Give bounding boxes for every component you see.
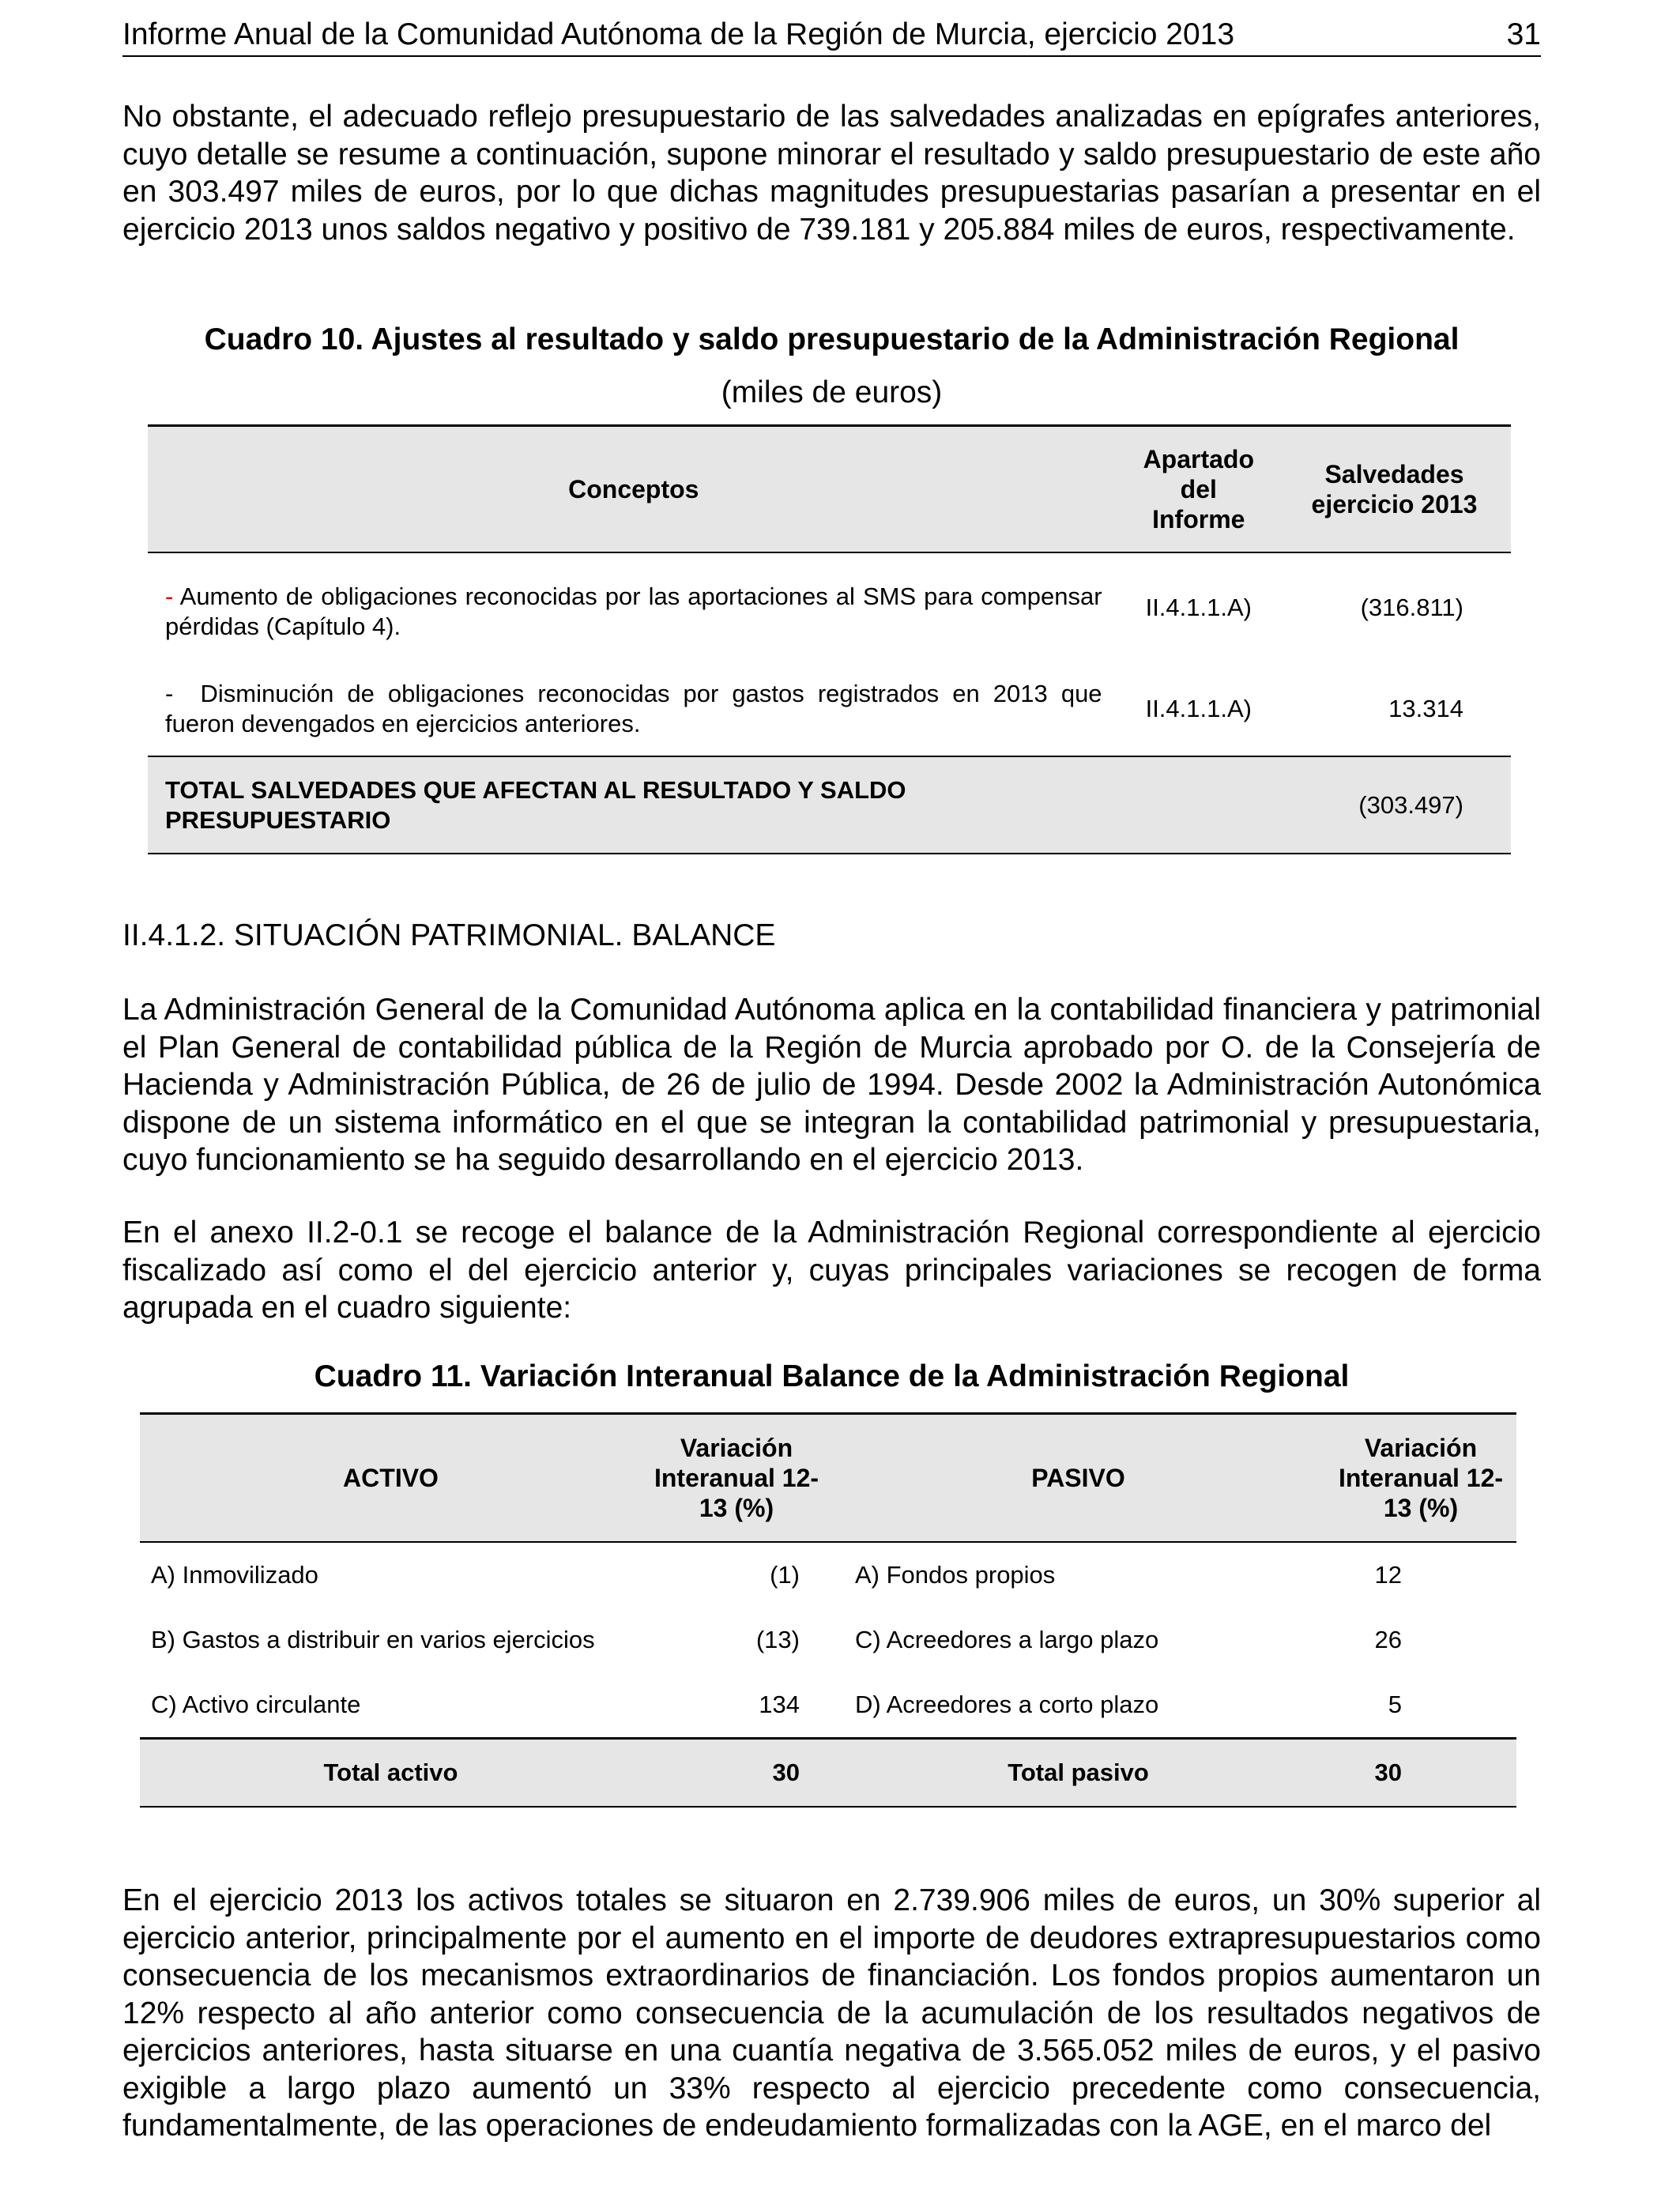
- table10-row2-concept: [148, 662, 1120, 756]
- table11-row3-var-pasivo: 5: [1388, 1691, 1402, 1718]
- table11-row2-activo: B) Gastos a distribuir en varios ejercicios: [151, 1626, 595, 1653]
- table11-row1-pasivo: A) Fondos propios: [855, 1561, 1056, 1589]
- table11-total-pasivo: Total pasivo: [831, 1739, 1325, 1808]
- table11-row1-var-pasivo: 12: [1374, 1561, 1402, 1589]
- table11-row3-activo: C) Activo circulante: [151, 1691, 361, 1718]
- table10-header-amount: Salvedades ejercicio 2013: [1278, 426, 1511, 553]
- table11-row1-activo: A) Inmovilizado: [151, 1561, 318, 1589]
- table10-unit: (miles de euros): [721, 375, 943, 409]
- table10-row2-amount: 13.314: [1388, 695, 1463, 722]
- table11-total-activo: Total activo: [140, 1739, 642, 1808]
- table10-header-row: [148, 426, 1511, 553]
- table11-row3-pasivo: D) Acreedores a corto plazo: [855, 1691, 1159, 1718]
- table-row: [140, 1542, 1516, 1608]
- table10-header-concepts: Conceptos: [148, 426, 1120, 553]
- table11-header-pasivo: PASIVO: [831, 1414, 1325, 1543]
- table10-row1-amount: (316.811): [1360, 594, 1463, 621]
- table10-row2-text: Disminución de obligaciones reconocidas por gastos registrados en 2013 que fueron devengados en ejercicios anteriores.: [165, 680, 1102, 737]
- table10-total-label: TOTAL SALVEDADES QUE AFECTAN AL RESULTADO Y SALDO PRESUPUESTARIO: [148, 756, 1120, 854]
- table10-row2-dash: -: [165, 680, 174, 707]
- table11-row3-var-activo: 134: [759, 1691, 800, 1718]
- table10-header-section: Apartado del Informe: [1120, 426, 1278, 553]
- table10-caption: Cuadro 10. Ajustes al resultado y saldo presupuestario de la Administración Regional: [204, 322, 1460, 356]
- paragraph-4: En el ejercicio 2013 los activos totales se situaron en 2.739.906 miles de euros, un 30% superior al ejercicio anterior, principalmente por el aumento en el importe de deudores extrapresupuestarios como consecuencia de los mecanismos extraordinarios de financiación. Los fondos propios aumentaron un 12% respecto al año anterior como consecuencia de la acumulación de los resultados negativos de ejercicios anteriores, hasta situarse en una cuantía negativa de 3.565.052 miles de euros, y el pasivo exigible a largo plazo aumentó un 33% respecto al ejercicio precedente como consecuencia, fundamentalmente, de las operaciones de endeudamiento formalizadas con la AGE, en el marco del: [122, 1883, 1541, 2143]
- table11-row2-var-pasivo: 26: [1374, 1626, 1402, 1653]
- table10-row1-section: II.4.1.1.A): [1145, 594, 1252, 621]
- table11-row1-var-activo: (1): [770, 1561, 800, 1589]
- section-heading: II.4.1.2. SITUACIÓN PATRIMONIAL. BALANCE: [122, 918, 776, 952]
- table-row: [140, 1608, 1516, 1672]
- table-row: [148, 552, 1511, 662]
- table11-header-var-activo: Variación Interanual 12-13 (%): [642, 1414, 831, 1543]
- table10-total-amount: (303.497): [1278, 756, 1511, 854]
- table10-row1-dash: -: [165, 582, 174, 610]
- table10-row1-text: Aumento de obligaciones reconocidas por las aportaciones al SMS para compensar pérdidas (Capítulo 4).: [165, 582, 1102, 640]
- table11-total-row: [140, 1739, 1516, 1808]
- table10: [148, 424, 1511, 854]
- table11-caption: Cuadro 11. Variación Interanual Balance de la Administración Regional: [314, 1359, 1350, 1393]
- table11: [140, 1412, 1516, 1808]
- table10-total-section: [1120, 756, 1278, 854]
- header-title: Informe Anual de la Comunidad Autónoma de la Región de Murcia, ejercicio 2013: [122, 17, 1235, 51]
- table11-row2-pasivo: C) Acreedores a largo plazo: [855, 1626, 1159, 1653]
- table10-row2-section: II.4.1.1.A): [1145, 695, 1252, 722]
- table10-total-row: [148, 756, 1511, 854]
- table-row: [140, 1672, 1516, 1739]
- paragraph-3: En el anexo II.2-0.1 se recoge el balance de la Administración Regional correspondiente al ejercicio fiscalizado así como el del ejercicio anterior y, cuyas principales variaciones se recogen de forma agrupada en el cuadro siguiente:: [122, 1216, 1541, 1325]
- table11-total-var-pasivo: 30: [1325, 1739, 1516, 1808]
- table11-row2-var-activo: (13): [755, 1626, 800, 1653]
- table-row: [148, 662, 1511, 756]
- table11-header-activo: ACTIVO: [140, 1414, 642, 1543]
- table10-row1-concept: [148, 552, 1120, 662]
- table11-total-var-activo: 30: [642, 1739, 831, 1808]
- page-header: [122, 16, 1541, 57]
- page-number: 31: [1506, 17, 1541, 51]
- table11-header-row: [140, 1414, 1516, 1543]
- paragraph-2: La Administración General de la Comunidad Autónoma aplica en la contabilidad financiera y patrimonial el Plan General de contabilidad pública de la Región de Murcia aprobado por O. de la Consejería de Hacienda y Administración Pública, de 26 de julio de 1994. Desde 2002 la Administración Autonómica dispone de un sistema informático en el que se integran la contabilidad patrimonial y presupuestaria, cuyo funcionamiento se ha seguido desarrollando en el ejercicio 2013.: [122, 993, 1541, 1177]
- table11-header-var-pasivo: Variación Interanual 12-13 (%): [1325, 1414, 1516, 1543]
- intro-paragraph: No obstante, el adecuado reflejo presupuestario de las salvedades analizadas en epígrafes anteriores, cuyo detalle se resume a continuación, supone minorar el resultado y saldo presupuestario de este año en 303.497 miles de euros, por lo que dichas magnitudes presupuestarias pasarían a presentar en el ejercicio 2013 unos saldos negativo y positivo de 739.181 y 205.884 miles de euros, respectivamente.: [122, 100, 1541, 247]
